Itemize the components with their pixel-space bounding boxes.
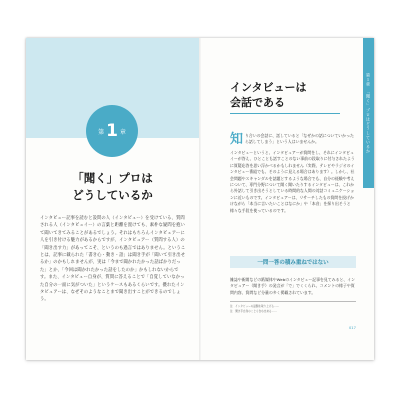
book-gutter — [199, 38, 201, 360]
chapter-title: 「聞く」プロは どうしているか — [72, 171, 153, 202]
chapter-intro-text: インタビュー記事を読むと設問の人（インタビュー）を受けている、質問される人（インタビュイー）の言葉と距離を置けても、素朴な疑問を抱いて聞いてきてみることがあるでしょう。それはもちろんインタビュアーに人を引き付ける魅力があるからですが、インタビュアー（質問する人）の「聞き出す力」があってこそ、というのも過言ではありません。ということは、記事に載られた「書き心・動き・語」は聞き手が「聞いて引き出せるか」のかもしれませんが、実は「今まで聞かれたかった話ばかりだった」とか、「今回は聞かれたかった話をしたのか」かもしれないからです。また、インタビュー自身が、質問に答えることで「自覚していなかった自分の一面に気がついた」というケースもあるくらいです。優れたインタビュアーは、なぜそのようなことまで聞き出すことができるのでしょう。 — [40, 216, 186, 303]
body-paragraph-2: インタビューというと、インタビュアーが質問をし、それにインタビュイーが答え、ひとことも話すことのない事前の段取りに付与されたように質疑応答を思い浮かべるかもしれません（実際、テレビやラジオのインタビュー番組でも、そのように見える場合はあります）。しかし、社会問題やスキャンダルを話題とするような場合でも、自分の経験や考えについて、専門分野について聞く聞いたりするインタビューは、これから外話して引き出そうとしている時間的な人間の対話コミュニケーションに近いものです。インタビュアーは、リサーチしたもの質問を投げかけながら「本当に言いたいことはなにか」や「本音」を探り出そうと様々な手段を使っているのです。 — [230, 150, 355, 213]
section-title: インタビューは 会話である — [230, 80, 340, 114]
page-number: 017 — [349, 326, 356, 330]
chapter-badge — [86, 105, 138, 157]
chapter-side-tab: 第１章 「聞く」プロはどうしているか — [363, 38, 374, 188]
chapter-prefix: 第 — [98, 128, 105, 136]
subheading-box: 一問一答の積み重ねではない — [230, 256, 356, 268]
body-paragraph-1: り合いの会話に、話していると「なぜかの話についていかったら話してしまう」という人はいませんか。 — [245, 133, 354, 145]
body-paragraph-3: 雑誌や新聞などの紙媒体やWebのインタビュー記事を見てみると、インタビュアー（聞き手）の発言が「で」でくくられ、コメントの様子や質問内容、質問など分量の多く掲載されています。 — [230, 277, 356, 295]
drop-cap: 知 — [230, 132, 244, 147]
chapter-suffix: 章 — [119, 128, 126, 136]
footnotes: 注 インタビューの話題を取り上げる…… 注 聞き手自身のことも含め出来る…… — [230, 301, 356, 314]
chapter-number: 1 — [106, 121, 118, 141]
